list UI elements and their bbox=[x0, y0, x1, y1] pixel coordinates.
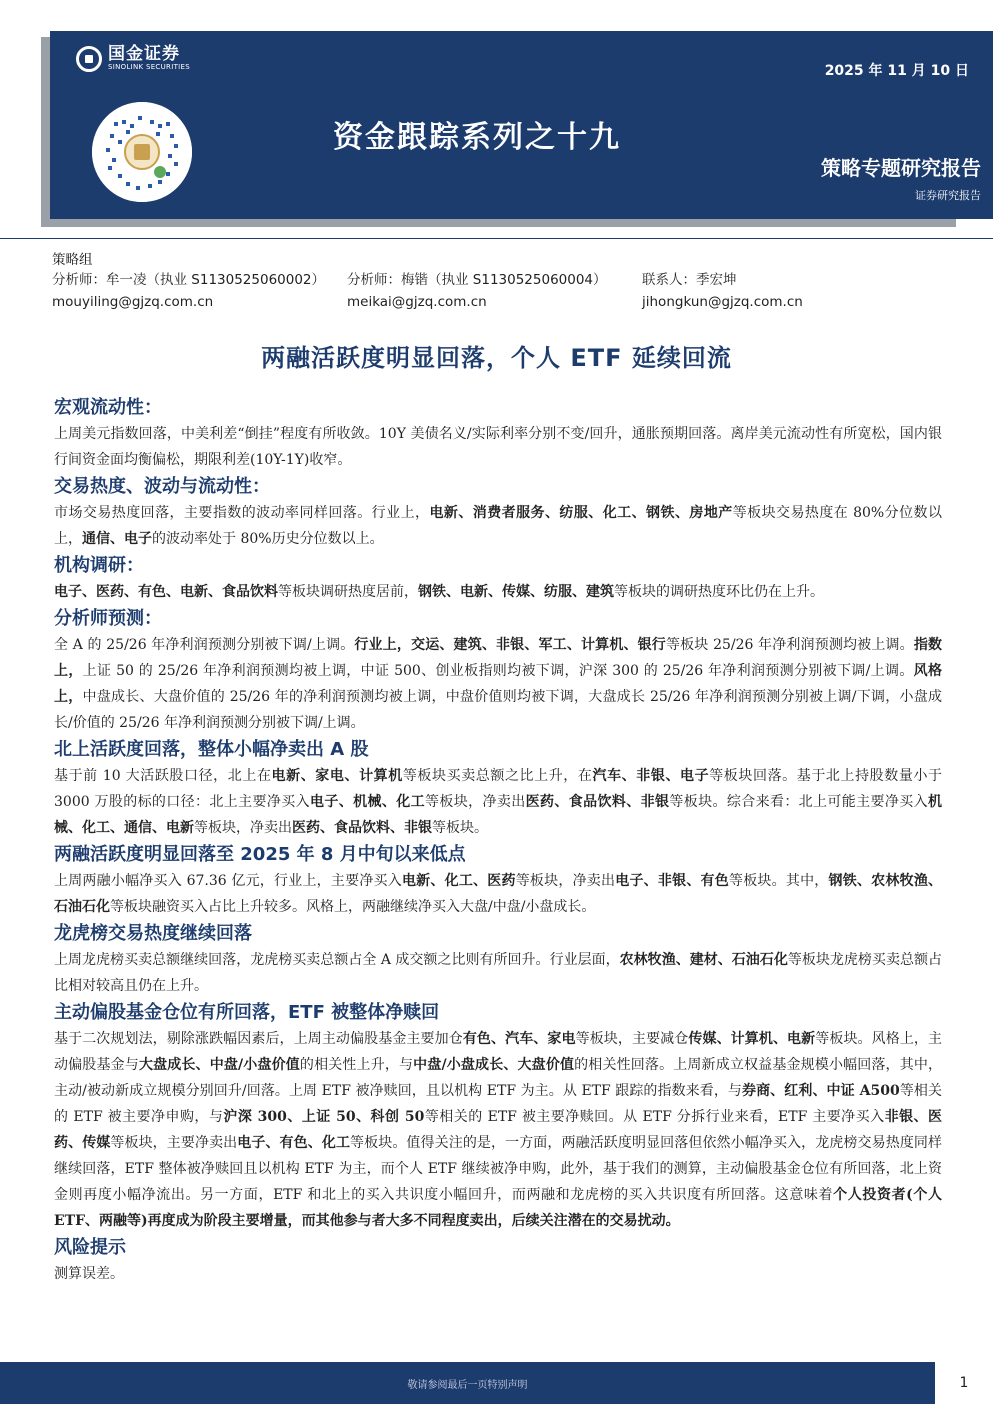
author-group: 策略组 bbox=[52, 252, 93, 268]
body-text: 等板块买卖总额之比上升，在 bbox=[402, 768, 593, 784]
emphasis-text: 行业上，交运、建筑、非银、军工、计算机、银行 bbox=[354, 637, 666, 653]
logo-text-cn: 国金证券 bbox=[108, 44, 180, 64]
emphasis-text: 非银、医药、传媒 bbox=[54, 1109, 943, 1151]
report-date: 2025 年 11 月 10 日 bbox=[824, 63, 969, 79]
emphasis-text: 钢铁、农林牧渔、石油石化 bbox=[54, 873, 943, 915]
main-title: 两融活跃度明显回落，个人 ETF 延续回流 bbox=[261, 344, 732, 372]
section-paragraph bbox=[54, 763, 942, 841]
emphasis-text: 钢铁、电新、传媒、纺服、建筑 bbox=[418, 584, 614, 600]
emphasis-text: 风格上， bbox=[54, 663, 943, 705]
section-paragraph bbox=[54, 421, 942, 473]
section-paragraph bbox=[54, 579, 942, 605]
emphasis-text: 机械、化工、通信、电新 bbox=[54, 794, 943, 836]
contact-email[interactable]: jihongkun@gjzq.com.cn bbox=[642, 294, 803, 310]
section-heading: 龙虎榜交易热度继续回落 bbox=[54, 923, 252, 944]
emphasis-text: 农林牧渔、建材、石油石化 bbox=[619, 952, 788, 968]
footer-disclaimer: 敬请参阅最后一页特别声明 bbox=[407, 1380, 528, 1391]
body-text: 等板块。风格上，主动偏股基金与 bbox=[54, 1031, 943, 1073]
emphasis-text: 沪深 300、上证 50、科创 50 bbox=[223, 1109, 425, 1125]
body-text: 上证 50 的 25/26 年净利润预测均被上调，中证 500、创业板指则均被下调，沪深 300 的 25/26 年净利润预测分别被下调/上调。 bbox=[82, 663, 914, 679]
body-text: 等板块，主要减仓 bbox=[575, 1031, 689, 1047]
section-heading: 两融活跃度明显回落至 2025 年 8 月中旬以来低点 bbox=[54, 844, 466, 865]
body-text: 基于二次规划法，剔除涨跌幅因素后，上周主动偏股基金主要加仓 bbox=[54, 1031, 463, 1047]
body-text: 等板块。 bbox=[432, 820, 488, 836]
section-heading: 风险提示 bbox=[54, 1237, 126, 1258]
section-paragraph bbox=[54, 1261, 942, 1287]
body-text: 的相关性回落。上周新成立权益基金规模小幅回落，其中，主动/被动新成立规模分别回升/回落。上周 ETF 被净赎回，且以机构 ETF 为主。从 ETF 跟踪的指数来看，与 bbox=[54, 1057, 943, 1099]
series-title: 资金跟踪系列之十九 bbox=[333, 120, 621, 155]
section-heading: 机构调研： bbox=[54, 555, 144, 576]
body-text: 上周两融小幅净买入 67.36 亿元，行业上，主要净买入 bbox=[54, 873, 402, 889]
emphasis-text: 电子、有色、化工 bbox=[237, 1135, 351, 1151]
logo-icon bbox=[76, 46, 102, 72]
section-paragraph bbox=[54, 1026, 942, 1234]
emphasis-text: 指数上， bbox=[54, 637, 943, 679]
body-text: 测算误差。 bbox=[54, 1266, 124, 1282]
section-heading: 主动偏股基金仓位有所回落，ETF 被整体净赎回 bbox=[54, 1002, 440, 1023]
emphasis-text: 电子、机械、化工 bbox=[310, 794, 426, 810]
emphasis-text: 汽车、非银、电子 bbox=[592, 768, 710, 784]
emphasis-text: 电子、非银、有色 bbox=[615, 873, 729, 889]
page-number: 1 bbox=[935, 1362, 993, 1404]
body-text: 等相关的 ETF 被主要净申购，与 bbox=[54, 1083, 943, 1125]
emphasis-text: 有色、汽车、家电 bbox=[462, 1031, 576, 1047]
body-text: 全 A 的 25/26 年净利润预测分别被下调/上调。 bbox=[54, 637, 355, 653]
body-text: 等板块交易热度在 80%分位数以上， bbox=[54, 505, 942, 547]
author-2-role: 分析师：梅锴（执业 S1130525060004） bbox=[347, 272, 607, 288]
body-text: 等板块融资买入占比上升较多。风格上，两融继续净买入大盘/中盘/小盘成长。 bbox=[110, 899, 596, 915]
body-text: 的相关性上升，与 bbox=[299, 1057, 414, 1073]
emphasis-text: 传媒、计算机、电新 bbox=[688, 1031, 816, 1047]
body-text: 等板块调研热度居前， bbox=[278, 584, 418, 600]
section-paragraph bbox=[54, 868, 942, 920]
section-paragraph bbox=[54, 947, 942, 999]
author-block bbox=[52, 251, 93, 269]
header-divider bbox=[0, 238, 993, 239]
emphasis-text: 电新、消费者服务、纺服、化工、钢铁、房地产 bbox=[429, 505, 733, 521]
body-text: 市场交易热度回落，主要指数的波动率同样回落。行业上， bbox=[54, 505, 430, 521]
body-text: 等板块，净卖出 bbox=[425, 794, 526, 810]
body-text: 等板块，主要净卖出 bbox=[110, 1135, 238, 1151]
emphasis-text: 大盘成长、中盘/小盘价值 bbox=[138, 1057, 300, 1073]
body-text: 等板块。值得关注的是，一方面，两融活跃度明显回落但依然小幅净买入，龙虎榜交易热度同样继续回落，ETF 整体被净赎回且以机构 ETF 为主，而个人 ETF 继续被净申购，此外，基于我们的测算，主动偏股基金仓位有所回落，北上资金则再度小幅净流出。另一方面，ETF 和北上的买入共识度小幅回升，而两融和龙虎榜的买入共识度有所回落。这意味着 bbox=[54, 1135, 943, 1203]
author-1-role: 分析师：牟一凌（执业 S1130525060002） bbox=[52, 272, 326, 288]
section-heading: 北上活跃度回落，整体小幅净卖出 A 股 bbox=[54, 739, 369, 760]
company-logo bbox=[76, 45, 190, 72]
body-text: 等板块回落。基于北上持股数量小于 3000 万股的标的口径：北上主要净买入 bbox=[54, 768, 943, 810]
body-text: 中盘成长、大盘价值的 25/26 年的净利润预测均被上调，中盘价值则均被下调，大盘成长 25/26 年净利润预测分别被上调/下调，小盘成长/价值的 25/26 年净利润预测分别被下调/上调。 bbox=[54, 689, 943, 731]
emphasis-text: 通信、电子 bbox=[82, 531, 152, 547]
section-heading: 分析师预测： bbox=[54, 608, 162, 629]
emphasis-text: 个人投资者(个人 ETF、两融等)再度成为阶段主要增量，而其他参与者大多不同程度卖出，后续关注潜在的交易扰动。 bbox=[54, 1187, 943, 1229]
body-text: 等板块，净卖出 bbox=[515, 873, 616, 889]
body-text: 上周美元指数回落，中美利差“倒挂”程度有所收敛。10Y 美债名义/实际利率分别不变/回升，通胀预期回落。离岸美元流动性有所宽松，国内银行间资金面均衡偏松，期限利差(10Y-1Y)收窄。 bbox=[54, 426, 942, 468]
body-text: 等板块。其中， bbox=[729, 873, 829, 889]
logo-text-en: SINOLINK SECURITIES bbox=[108, 63, 190, 71]
body-text: 等相关的 ETF 被主要净赎回。从 ETF 分拆行业来看，ETF 主要净买入 bbox=[424, 1109, 885, 1125]
section-paragraph bbox=[54, 632, 942, 736]
author-2-email[interactable]: meikai@gjzq.com.cn bbox=[347, 294, 487, 310]
body-text: 等板块。综合来看：北上可能主要净买入 bbox=[669, 794, 929, 810]
report-type: 策略专题研究报告 bbox=[821, 156, 981, 180]
report-subtype: 证券研究报告 bbox=[915, 189, 981, 202]
emphasis-text: 电子、医药、有色、电新、食品饮料 bbox=[54, 584, 278, 600]
body-text: 等板块，净卖出 bbox=[194, 820, 292, 836]
body-text: 等板块龙虎榜买卖总额占比相对较高且仍在上升。 bbox=[54, 952, 942, 994]
body-text: 的波动率处于 80%历史分位数以上。 bbox=[152, 531, 384, 547]
emphasis-text: 中盘/小盘成长、大盘价值 bbox=[413, 1057, 575, 1073]
emphasis-text: 券商、红利、中证 A500 bbox=[742, 1083, 900, 1099]
contact-role: 联系人：季宏坤 bbox=[642, 272, 737, 288]
body-text: 上周龙虎榜买卖总额继续回落，龙虎榜买卖总额占全 A 成交额之比则有所回升。行业层面， bbox=[54, 952, 620, 968]
report-body bbox=[54, 394, 942, 1287]
section-heading: 宏观流动性： bbox=[54, 397, 162, 418]
author-1-email[interactable]: mouyiling@gjzq.com.cn bbox=[52, 294, 214, 310]
emphasis-text: 电新、化工、医药 bbox=[401, 873, 516, 889]
body-text: 等板块 25/26 年净利润预测均被上调。 bbox=[665, 637, 914, 653]
section-heading: 交易热度、波动与流动性： bbox=[54, 476, 270, 497]
body-text: 等板块的调研热度环比仍在上升。 bbox=[614, 584, 824, 600]
section-paragraph bbox=[54, 500, 942, 552]
qr-code-icon bbox=[92, 102, 192, 202]
emphasis-text: 医药、食品饮料、非银 bbox=[292, 820, 432, 836]
emphasis-text: 电新、家电、计算机 bbox=[271, 768, 403, 784]
body-text: 基于前 10 大活跃股口径，北上在 bbox=[54, 768, 272, 784]
emphasis-text: 医药、食品饮料、非银 bbox=[525, 794, 670, 810]
